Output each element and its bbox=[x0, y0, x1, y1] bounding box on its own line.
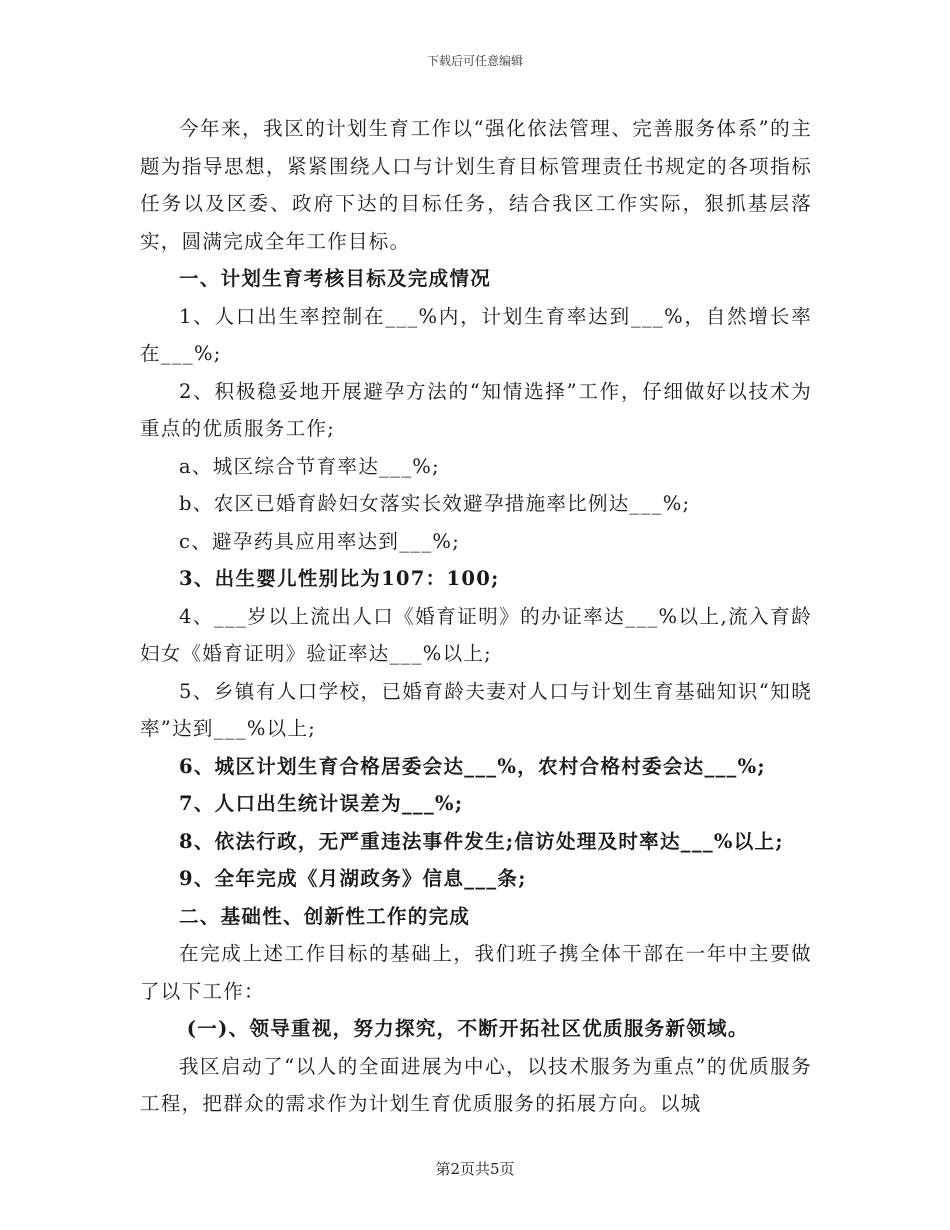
subsection-paragraph: 我区启动了“以人的全面进展为中心，以技术服务为重点”的优质服务工程，把群众的需求作为计划生育优质服务的拓展方向。以城 bbox=[140, 1054, 812, 1115]
page-number: 第2页共5页 bbox=[435, 1160, 515, 1178]
item-8: 8、依法行政，无严重违法事件发生;信访处理及时率达___%以上; bbox=[179, 829, 784, 853]
page-header: 下载后可任意编辑 bbox=[426, 54, 523, 68]
item-1: 1、人口出生率控制在___%内，计划生育率达到___%，自然增长率在___%; bbox=[140, 304, 812, 365]
item-2c: c、避孕药具应用率达到___%; bbox=[179, 529, 461, 553]
section-heading-2: 二、基础性、创新性工作的完成 bbox=[179, 904, 471, 928]
item-4: 4、___岁以上流出人口《婚育证明》的办证率达___%以上,流入育龄妇女《婚育证明》验证率达___%以上; bbox=[140, 604, 812, 665]
document-body bbox=[140, 110, 812, 1123]
item-7: 7、人口出生统计误差为___%; bbox=[179, 792, 464, 815]
intro-paragraph: 今年来，我区的计划生育工作以“强化依法管理、完善服务体系”的主题为指导思想，紧紧围绕人口与计划生育目标管理责任书规定的各项指标任务以及区委、政府下达的目标任务，结合我区工作实际，狠抓基层落实，圆满完成全年工作目标。 bbox=[140, 117, 812, 253]
item-2: 2、积极稳妥地开展避孕方法的“知情选择”工作，仔细做好以技术为重点的优质服务工作; bbox=[140, 379, 812, 440]
item-2b: b、农区已婚育龄妇女落实长效避孕措施率比例达___%; bbox=[179, 492, 691, 515]
section-heading-1: 一、计划生育考核目标及完成情况 bbox=[179, 267, 492, 290]
item-2a: a、城区综合节育率达___%; bbox=[179, 454, 440, 478]
section-2-intro: 在完成上述工作目标的基础上，我们班子携全体干部在一年中主要做了以下工作： bbox=[140, 942, 812, 1003]
item-6: 6、城区计划生育合格居委会达___%，农村合格村委会达___%; bbox=[179, 754, 766, 778]
subsection-heading-1: (一)、领导重视，努力探究，不断开拓社区优质服务新领域。 bbox=[186, 1017, 749, 1040]
item-9: 9、全年完成《月湖政务》信息___条; bbox=[179, 867, 527, 890]
item-3: 3、出生婴儿性别比为107：100; bbox=[179, 567, 500, 590]
item-5: 5、乡镇有人口学校，已婚育龄夫妻对人口与计划生育基础知识“知晓率”达到___%以上; bbox=[140, 679, 812, 740]
